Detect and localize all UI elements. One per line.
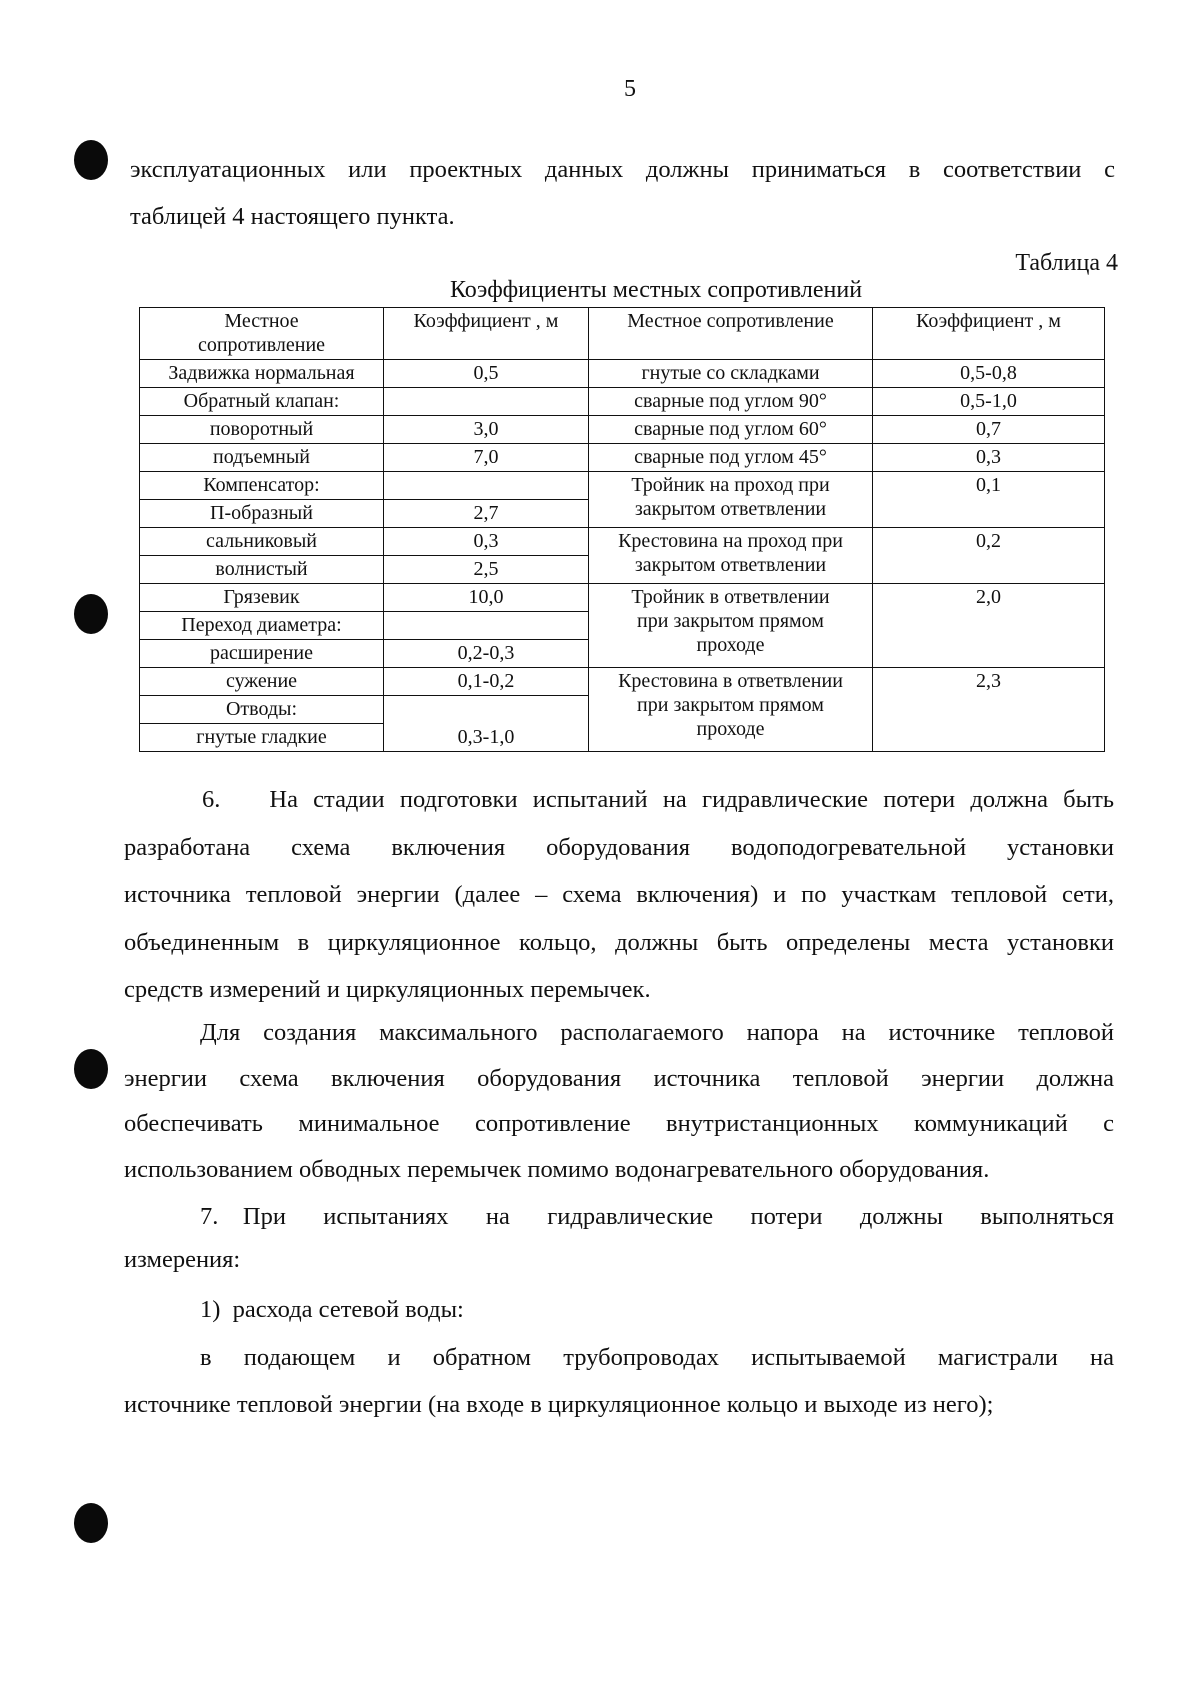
table-cell: 2,3 bbox=[873, 668, 1105, 752]
table-cell: Обратный клапан: bbox=[140, 388, 384, 416]
table-cell: 2,7 bbox=[384, 500, 589, 528]
header-cell: Коэффициент , м bbox=[384, 308, 589, 360]
table-cell bbox=[384, 472, 589, 500]
table-cell: 0,5 bbox=[384, 360, 589, 388]
table-cell: Отводы: bbox=[140, 696, 384, 724]
text-line: Для создания максимального располагаемого напора на источнике тепловой bbox=[200, 1019, 1114, 1046]
table-header-row bbox=[140, 308, 1105, 360]
text-line: таблицей 4 настоящего пункта. bbox=[130, 203, 455, 230]
table-cell: подъемный bbox=[140, 444, 384, 472]
table-row bbox=[140, 528, 1105, 556]
table-cell: 2,0 bbox=[873, 584, 1105, 668]
header-cell: Коэффициент , м bbox=[873, 308, 1105, 360]
punch-hole-2 bbox=[74, 594, 108, 634]
table-cell: 0,3-1,0 bbox=[384, 724, 589, 752]
table-cell: 0,5-0,8 bbox=[873, 360, 1105, 388]
table-cell: 10,0 bbox=[384, 584, 589, 612]
paragraph-sozdanie bbox=[124, 1010, 1114, 1192]
paragraph-7 bbox=[124, 1195, 1114, 1281]
text-line: 6. На стадии подготовки испытаний на гидравлические потери должна быть bbox=[202, 786, 1114, 813]
table-cell: Компенсатор: bbox=[140, 472, 384, 500]
table-cell: гнутые со складками bbox=[589, 360, 873, 388]
coefficients-table bbox=[139, 307, 1105, 752]
text-line: 1) расхода сетевой воды: bbox=[200, 1296, 464, 1323]
table-cell: 0,5-1,0 bbox=[873, 388, 1105, 416]
table-label: Таблица 4 bbox=[1015, 250, 1118, 276]
page-number: 5 bbox=[624, 76, 636, 102]
table-row bbox=[140, 668, 1105, 696]
table-cell: Грязевик bbox=[140, 584, 384, 612]
paragraph-6 bbox=[124, 776, 1114, 1014]
table-cell: 0,2 bbox=[873, 528, 1105, 584]
table-cell: сварные под углом 90° bbox=[589, 388, 873, 416]
table-cell: 0,7 bbox=[873, 416, 1105, 444]
intro-paragraph bbox=[130, 146, 1115, 240]
text-line: разработана схема включения оборудования водоподогревательной установки bbox=[124, 833, 1114, 861]
table-row bbox=[140, 388, 1105, 416]
table-cell bbox=[384, 612, 589, 640]
table-cell: Задвижка нормальная bbox=[140, 360, 384, 388]
table-cell: 0,1-0,2 bbox=[384, 668, 589, 696]
table-cell: Крестовина на проход при закрытом ответвлении bbox=[589, 528, 873, 584]
table-row bbox=[140, 584, 1105, 612]
table-cell bbox=[384, 388, 589, 416]
text-line: использованием обводных перемычек помимо водонагревательного оборудования. bbox=[124, 1155, 990, 1183]
table-cell: Тройник в ответвлении при закрытом прямом проходе bbox=[589, 584, 873, 668]
table-cell: 3,0 bbox=[384, 416, 589, 444]
punch-hole-1 bbox=[74, 140, 108, 180]
text-line: средств измерений и циркуляционных перемычек. bbox=[124, 976, 651, 1003]
table-cell: сварные под углом 45° bbox=[589, 444, 873, 472]
punch-hole-3 bbox=[74, 1049, 108, 1089]
table-cell: сальниковый bbox=[140, 528, 384, 556]
text-line: источника тепловой энергии (далее – схема включения) и по участкам тепловой сети, bbox=[124, 881, 1114, 908]
text-line: измерения: bbox=[124, 1246, 241, 1273]
text-line: объединенным в циркуляционное кольцо, должны быть определены места установки bbox=[124, 928, 1114, 956]
header-cell: Местное сопротивление bbox=[589, 308, 873, 360]
table-cell: П-образный bbox=[140, 500, 384, 528]
table-cell: поворотный bbox=[140, 416, 384, 444]
table-cell: 7,0 bbox=[384, 444, 589, 472]
table-row bbox=[140, 416, 1105, 444]
text-line: эксплуатационных или проектных данных должны приниматься в соответствии с bbox=[130, 156, 1115, 183]
table-cell: Тройник на проход при закрытом ответвлении bbox=[589, 472, 873, 528]
table-row bbox=[140, 444, 1105, 472]
table-cell: 0,2-0,3 bbox=[384, 640, 589, 668]
text-line: источнике тепловой энергии (на входе в циркуляционное кольцо и выходе из него); bbox=[124, 1391, 994, 1418]
table-title: Коэффициенты местных сопротивлений bbox=[449, 277, 863, 303]
text-line: энергии схема включения оборудования источника тепловой энергии должна bbox=[124, 1064, 1114, 1092]
table-cell: 0,3 bbox=[384, 528, 589, 556]
paragraph-podayushchem bbox=[124, 1334, 1114, 1428]
header-cell: Местное сопротивление bbox=[140, 308, 384, 360]
punch-hole-4 bbox=[74, 1503, 108, 1543]
table-cell: 0,1 bbox=[873, 472, 1105, 528]
table-cell: 2,5 bbox=[384, 556, 589, 584]
item-1 bbox=[200, 1286, 900, 1333]
table-cell: 0,3 bbox=[873, 444, 1105, 472]
table-cell: гнутые гладкие bbox=[140, 724, 384, 752]
table-cell: расширение bbox=[140, 640, 384, 668]
table-cell: Крестовина в ответвлении при закрытом прямом проходе bbox=[589, 668, 873, 752]
table-cell: Переход диаметра: bbox=[140, 612, 384, 640]
text-line: 7. При испытаниях на гидравлические потери должны выполняться bbox=[200, 1203, 1114, 1230]
table-cell nb bbox=[384, 696, 589, 724]
table-cell: сварные под углом 60° bbox=[589, 416, 873, 444]
table-row bbox=[140, 472, 1105, 500]
table-row bbox=[140, 360, 1105, 388]
table-cell: волнистый bbox=[140, 556, 384, 584]
table-cell: сужение bbox=[140, 668, 384, 696]
text-line: обеспечивать минимальное сопротивление внутристанционных коммуникаций с bbox=[124, 1110, 1114, 1137]
text-line: в подающем и обратном трубопроводах испытываемой магистрали на bbox=[200, 1344, 1114, 1371]
